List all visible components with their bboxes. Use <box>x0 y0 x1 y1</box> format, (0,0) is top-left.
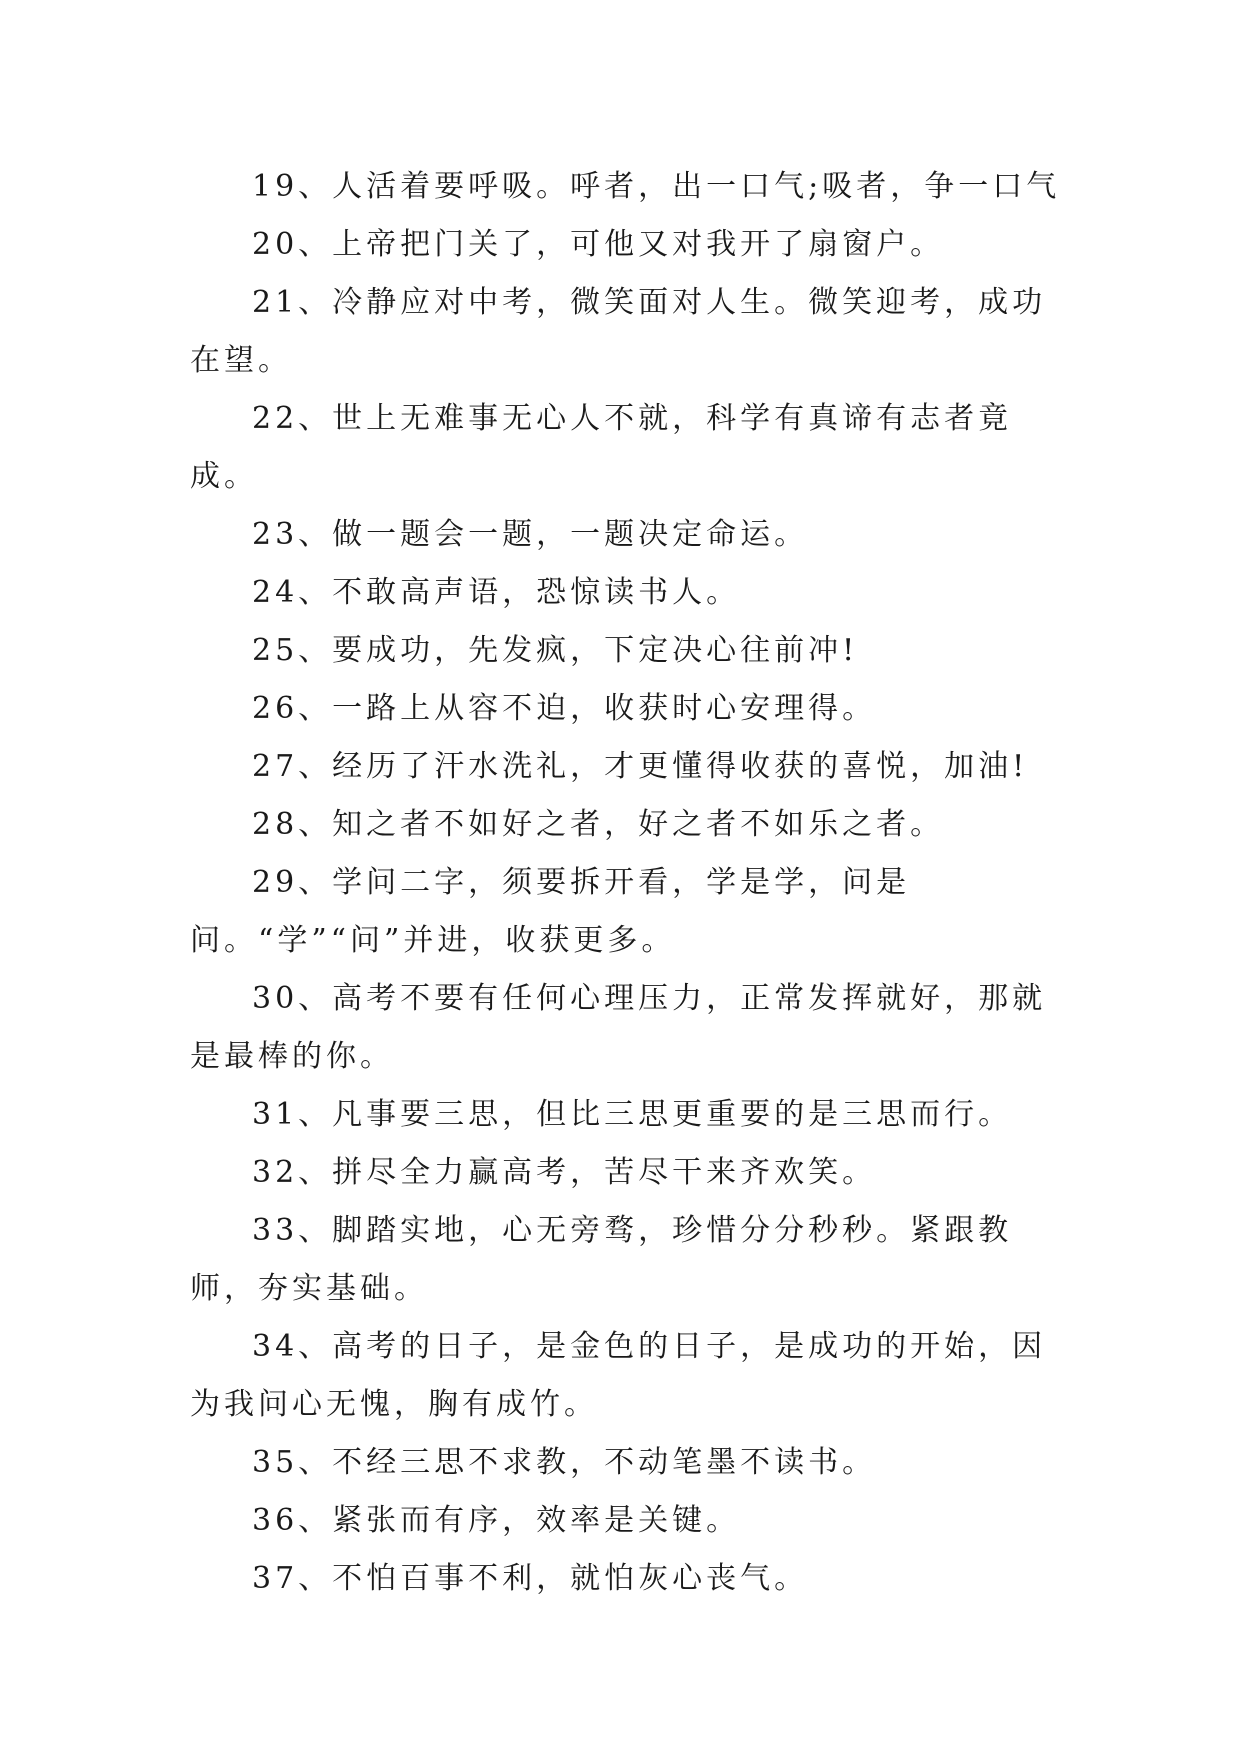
paragraph-29: 29、学问二字，须要拆开看，学是学，问是问。“学”“问”并进，收获更多。 <box>190 865 911 958</box>
paragraph-34: 34、高考的日子，是金色的日子，是成功的开始，因为我问心无愧，胸有成竹。 <box>190 1329 1047 1422</box>
paragraph-23: 23、做一题会一题，一题决定命运。 <box>252 517 809 552</box>
paragraph-28: 28、知之者不如好之者，好之者不如乐之者。 <box>252 807 945 842</box>
paragraph-24: 24、不敢高声语，恐惊读书人。 <box>252 575 741 610</box>
paragraph-32: 32、拼尽全力赢高考，苦尽干来齐欢笑。 <box>252 1155 877 1190</box>
paragraph-21: 21、冷静应对中考，微笑面对人生。微笑迎考，成功在望。 <box>190 285 1047 378</box>
paragraph-30: 30、高考不要有任何心理压力，正常发挥就好，那就是最棒的你。 <box>190 981 1047 1074</box>
paragraph-27: 27、经历了汗水洗礼，才更懂得收获的喜悦，加油! <box>252 749 1029 784</box>
paragraph-25: 25、要成功，先发疯，下定决心往前冲! <box>252 633 859 668</box>
paragraph-37: 37、不怕百事不利，就怕灰心丧气。 <box>252 1561 809 1596</box>
paragraph-26: 26、一路上从容不迫，收获时心安理得。 <box>252 691 877 726</box>
paragraph-36: 36、紧张而有序，效率是关键。 <box>252 1503 741 1538</box>
paragraph-31: 31、凡事要三思，但比三思更重要的是三思而行。 <box>252 1097 1013 1132</box>
paragraph-20: 20、上帝把门关了，可他又对我开了扇窗户。 <box>252 227 945 262</box>
paragraph-22: 22、世上无难事无心人不就，科学有真谛有志者竟成。 <box>190 401 1013 494</box>
paragraph-33: 33、脚踏实地，心无旁骛，珍惜分分秒秒。紧跟教师，夯实基础。 <box>190 1213 1013 1306</box>
paragraph-35: 35、不经三思不求教，不动笔墨不读书。 <box>252 1445 877 1480</box>
document-body <box>190 158 1070 1608</box>
paragraph-19: 19、人活着要呼吸。呼者，出一口气;吸者，争一口气 <box>252 169 1061 204</box>
